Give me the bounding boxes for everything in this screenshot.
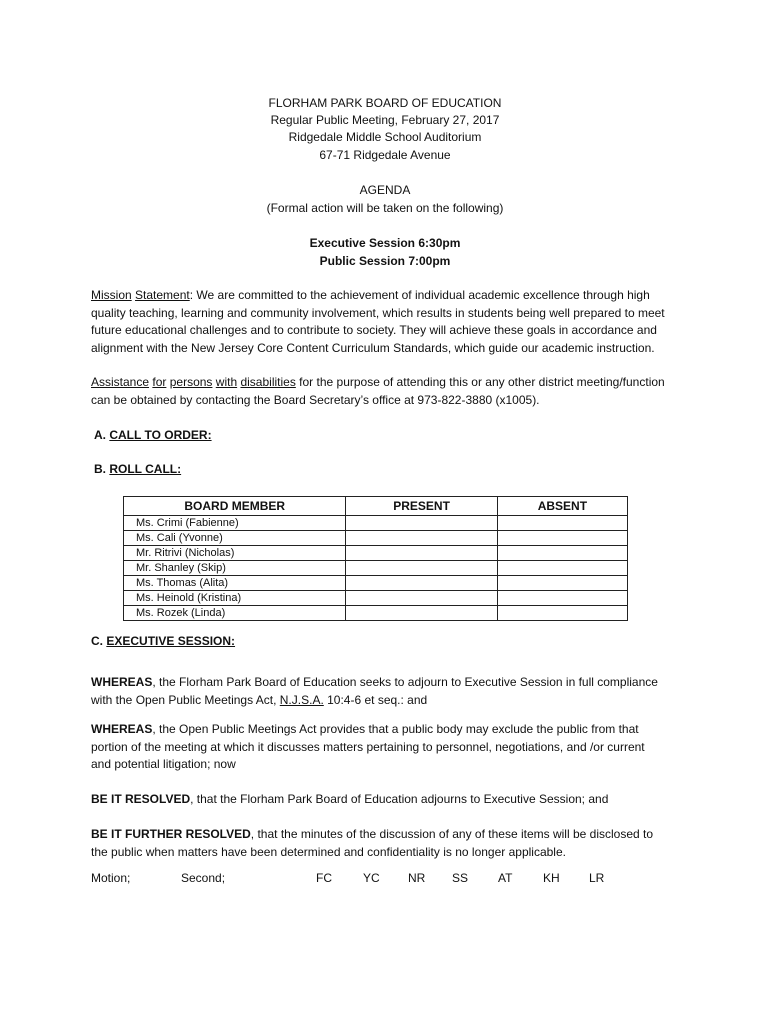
vote-nr: NR — [408, 871, 426, 885]
assistance-notice: Assistance for persons with disabilities for the purpose of attending this or any other district meeting/function can be obtained by contacting the Board Secretary’s office at 973-822-3880 (x1005). — [91, 375, 665, 407]
formal-note: (Formal action will be taken on the following) — [266, 201, 504, 215]
org-title: FLORHAM PARK BOARD OF EDUCATION — [268, 96, 502, 110]
motion-label: Motion; — [91, 871, 131, 885]
present-cell — [346, 516, 497, 531]
table-row — [124, 606, 628, 621]
present-cell — [346, 546, 497, 561]
member-name: Ms. Rozek (Linda) — [124, 606, 346, 621]
present-cell — [346, 576, 497, 591]
public-session-time: Public Session 7:00pm — [319, 254, 451, 268]
table-row — [124, 546, 628, 561]
absent-cell — [497, 546, 627, 561]
table-header-row — [124, 497, 628, 516]
absent-cell — [497, 606, 627, 621]
agenda-title: AGENDA — [359, 183, 411, 197]
header-present: PRESENT — [346, 497, 497, 516]
executive-session-time: Executive Session 6:30pm — [309, 236, 461, 250]
table-row — [124, 591, 628, 606]
absent-cell — [497, 531, 627, 546]
absent-cell — [497, 576, 627, 591]
mission-label: Mission — [91, 288, 132, 302]
member-name: Ms. Heinold (Kristina) — [124, 591, 346, 606]
present-cell — [346, 561, 497, 576]
whereas-paragraph-2: WHEREAS, the Open Public Meetings Act provides that a public body may exclude the public from that portion of the meeting at which it discusses matters pertaining to personnel, negotiations, and /or current and potential litigation; now — [91, 722, 645, 771]
whereas-paragraph-1: WHEREAS, the Florham Park Board of Education seeks to adjourn to Executive Session in full compliance with the Open Public Meetings Act, N.J.S.A. 10:4-6 et seq.: and — [91, 675, 658, 707]
absent-cell — [497, 561, 627, 576]
vote-ss: SS — [452, 871, 469, 885]
meeting-location: Ridgedale Middle School Auditorium — [288, 130, 482, 144]
member-name: Ms. Cali (Yvonne) — [124, 531, 346, 546]
mission-statement: Mission Statement: We are committed to the achievement of individual academic excellence through high quality teaching, learning and community involvement, which results in students being well prepared to meet future educational challenges and to contribute to society. They will achieve these goals in accordance and alignment with the New Jersey Core Content Curriculum Standards, which guide our academic instruction. — [91, 288, 665, 355]
roll-call-table — [123, 496, 628, 621]
vote-yc: YC — [363, 871, 380, 885]
absent-cell — [497, 516, 627, 531]
vote-at: AT — [498, 871, 513, 885]
further-resolved-paragraph: BE IT FURTHER RESOLVED, that the minutes of the discussion of any of these items will be disclosed to the public when matters have been determined and confidentiality is no longer applicable. — [91, 827, 654, 859]
vote-kh: KH — [543, 871, 560, 885]
resolved-paragraph: BE IT RESOLVED, that the Florham Park Board of Education adjourns to Executive Session; and — [91, 792, 609, 806]
member-name: Mr. Shanley (Skip) — [124, 561, 346, 576]
vote-fc: FC — [316, 871, 332, 885]
absent-cell — [497, 591, 627, 606]
second-label: Second; — [181, 871, 226, 885]
section-a-heading: A. CALL TO ORDER: — [94, 428, 212, 442]
present-cell — [346, 531, 497, 546]
present-cell — [346, 606, 497, 621]
table-row — [124, 561, 628, 576]
section-b-heading: B. ROLL CALL: — [94, 462, 182, 476]
vote-lr: LR — [589, 871, 605, 885]
meeting-address: 67-71 Ridgedale Avenue — [319, 148, 451, 162]
meeting-title: Regular Public Meeting, February 27, 2017 — [270, 113, 500, 127]
section-c-heading: C. EXECUTIVE SESSION: — [91, 634, 236, 648]
member-name: Mr. Ritrivi (Nicholas) — [124, 546, 346, 561]
header-board-member: BOARD MEMBER — [124, 497, 346, 516]
statement-label: Statement — [135, 288, 190, 302]
member-name: Ms. Thomas (Alita) — [124, 576, 346, 591]
header-absent: ABSENT — [497, 497, 627, 516]
member-name: Ms. Crimi (Fabienne) — [124, 516, 346, 531]
table-row — [124, 531, 628, 546]
present-cell — [346, 591, 497, 606]
table-row — [124, 516, 628, 531]
table-row — [124, 576, 628, 591]
